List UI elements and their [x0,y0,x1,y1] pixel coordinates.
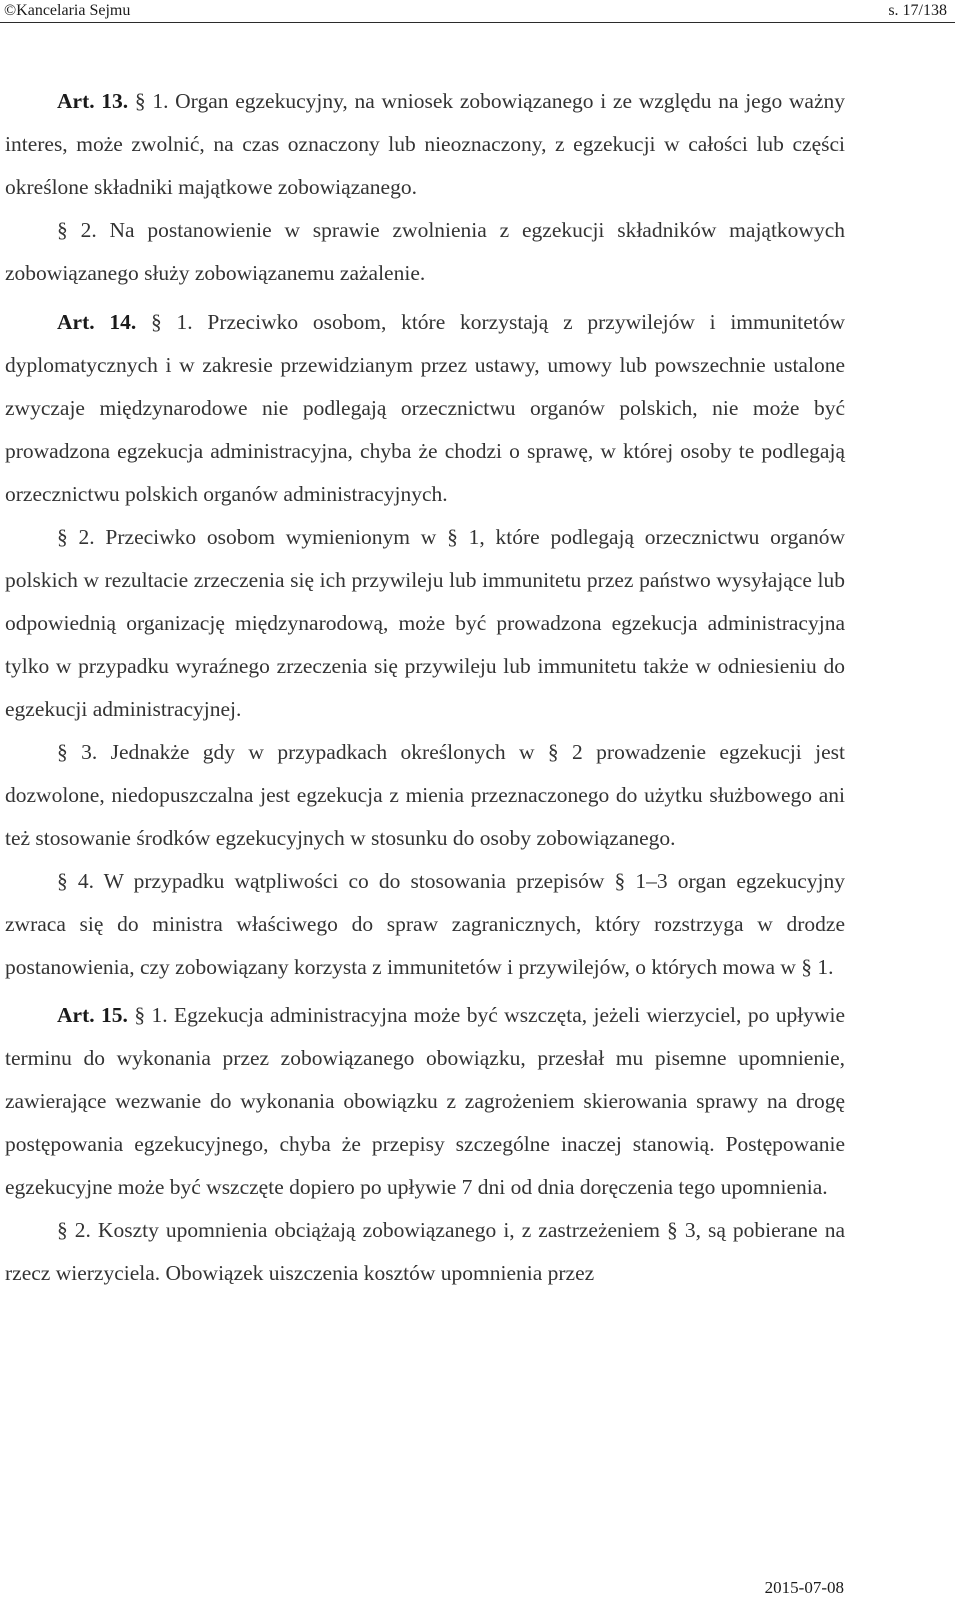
page-footer-date: 2015-07-08 [764,1578,844,1597]
article-15-paragraph-1 [5,994,845,1209]
article-15-p1-text: Egzekucja administracyjna może być wszczęta, jeżeli wierzyciel, po upływie terminu do wykonania przez zobowiązanego obowiązku, przesłał mu pisemne upomnienie, zawierające wezwanie do wykonania obowiązku z zagrożeniem skierowania sprawy na drogę postępowania egzekucyjnego, chyba że przepisy szczególne inaczej stanowią. Postępowanie egzekucyjne może być wszczęte dopiero po upływie 7 dni od dnia doręczenia tego upomnienia. [5,1003,846,1199]
article-14-paragraph-4: § 4. W przypadku wątpliwości co do stosowania przepisów § 1–3 organ egzekucyjny zwraca się do ministra właściwego do spraw zagranicznych, który rozstrzyga w drodze postanowienia, czy zobowiązany korzysta z immunitetów i przywilejów, o których mowa w § 1. [5,869,845,979]
page-header [0,0,955,23]
article-14-paragraph-3: § 3. Jednakże gdy w przypadkach określonych w § 2 prowadzenie egzekucji jest dozwolone, niedopuszczalna jest egzekucja z mienia przeznaczonego do użytku służbowego ani też stosowanie środków egzekucyjnych w stosunku do osoby zobowiązanego. [5,740,845,850]
article-14-p1-text: Przeciwko osobom, które korzystają z przywilejów i immunitetów dyplomatycznych i w zakresie przewidzianym przez ustawy, umowy lub powszechnie ustalone zwyczaje międzynarodowe nie podlegają orzecznictwu organów polskich, nie może być prowadzona egzekucja administracyjna, chyba że chodzi o sprawę, w której osoby te podlegają orzecznictwu polskich organów administracyjnych. [5,310,845,506]
article-13-p1-text: Organ egzekucyjny, na wniosek zobowiązanego i ze względu na jego ważny interes, może zwolnić, na czas oznaczony lub nieoznaczony, z egzekucji w całości lub części określone składniki majątkowe zobowiązanego. [5,89,846,199]
page-number: s. 17/138 [888,2,947,19]
article-13-paragraph-1 [5,80,845,209]
article-15-paragraph-2: § 2. Koszty upomnienia obciążają zobowiązanego i, z zastrzeżeniem § 3, są pobierane na rzecz wierzyciela. Obowiązek uiszczenia kosztów upomnienia przez [5,1218,845,1285]
article-13-label: Art. 13. [57,89,129,113]
article-14-label: Art. 14. [57,310,137,334]
article-13-paragraph-2: § 2. Na postanowienie w sprawie zwolnienia z egzekucji składników majątkowych zobowiązanego służy zobowiązanemu zażalenie. [5,218,845,285]
publisher-label: ©Kancelaria Sejmu [4,2,131,19]
article-14-p1-lead: § 1. [150,310,193,334]
article-15-p1-lead: § 1. [134,1003,168,1027]
article-13-p1-lead: § 1. [134,89,169,113]
document-body [5,80,845,1295]
article-14-paragraph-1 [5,301,845,516]
article-14-paragraph-2: § 2. Przeciwko osobom wymienionym w § 1, które podlegają orzecznictwu organów polskich w rezultacie zrzeczenia się ich przywileju lub immunitetu przez państwo wysyłające lub odpowiednią organizację międzynarodową, może być prowadzona egzekucja administracyjna tylko w przypadku wyraźnego zrzeczenia się przywileju lub immunitetu także w odniesieniu do egzekucji administracyjnej. [5,525,845,721]
article-15-label: Art. 15. [57,1003,128,1027]
